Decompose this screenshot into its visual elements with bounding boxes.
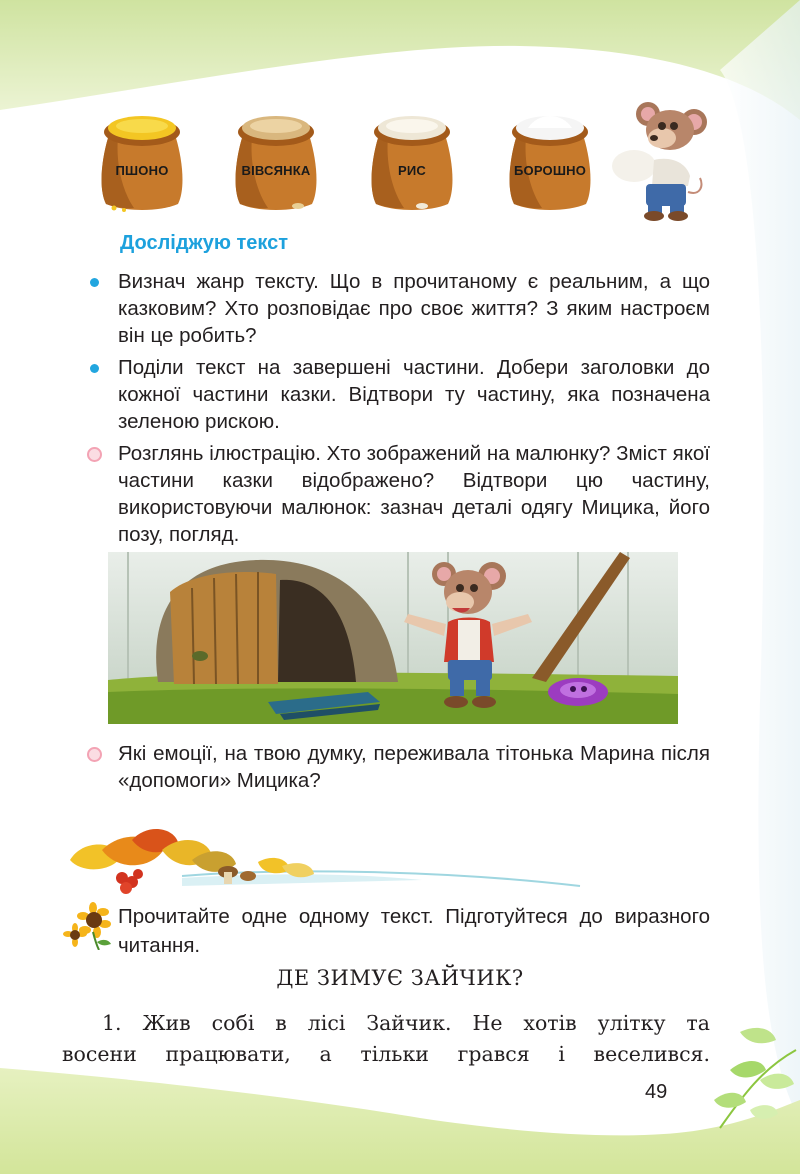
bullet-circle-icon [87, 447, 102, 462]
question-text: Які емоції, на твою думку, переживала тітонька Марина після «допомоги» Мицика? [118, 742, 710, 792]
section-title: Досліджую текст [120, 232, 289, 254]
sack-label: ВІВСЯНКА [241, 163, 311, 178]
sack-icon [502, 108, 598, 214]
question-item [118, 740, 710, 794]
autumn-leaves-divider [62, 820, 582, 900]
sack-oats [228, 108, 324, 214]
story-illustration [108, 552, 678, 724]
question-text: Поділи текст на завершені частини. Добери заголовки до кожної частини казки. Відтвори ту частину, яка позначена зеленою рискою. [118, 356, 710, 433]
bullet-circle-icon [87, 747, 102, 762]
question-text: Розглянь ілюстрацію. Хто зображений на малюнку? Зміст якої частини казки відображено? Відтвори цю частину, використовуючи малюнок: зазнач деталі одягу Мицика, його позу, погляд. [118, 442, 710, 546]
story-line: 1. Жив собі в лісі Зайчик. Не хотів улітку та [102, 1011, 710, 1035]
question-item [118, 268, 710, 349]
reading-instruction: Прочитайте одне одному текст. Підготуйтеся до виразного читання. [118, 905, 710, 957]
story-line: восени працювати, а тільки грався і веселився. [62, 1042, 710, 1066]
mouse-with-sack-icon [604, 100, 708, 222]
bullet-dot-icon [90, 278, 99, 287]
sack-label: РИС [397, 163, 426, 178]
sack-icon [364, 108, 460, 214]
question-item [118, 354, 710, 435]
sack-millet [94, 108, 190, 214]
bullet-dot-icon [90, 364, 99, 373]
sack-icon [94, 108, 190, 214]
sack-label: ПШОНО [115, 163, 169, 178]
question-item [118, 440, 710, 548]
sack-label: БОРОШНО [513, 163, 587, 178]
story-title: ДЕ ЗИМУЄ ЗАЙЧИК? [276, 966, 524, 990]
green-leaves-icon [700, 1010, 800, 1130]
story-paragraph [62, 1008, 710, 1070]
page-number: 49 [645, 1081, 668, 1103]
question-text: Визнач жанр тексту. Що в прочитаному є реальним, а що казковим? Хто розповідає про своє життя? З яким настроєм він це робить? [118, 270, 710, 347]
sack-icon [228, 108, 324, 214]
sack-rice [364, 108, 460, 214]
sunflower-icon [63, 902, 113, 950]
sack-flour [502, 108, 598, 214]
